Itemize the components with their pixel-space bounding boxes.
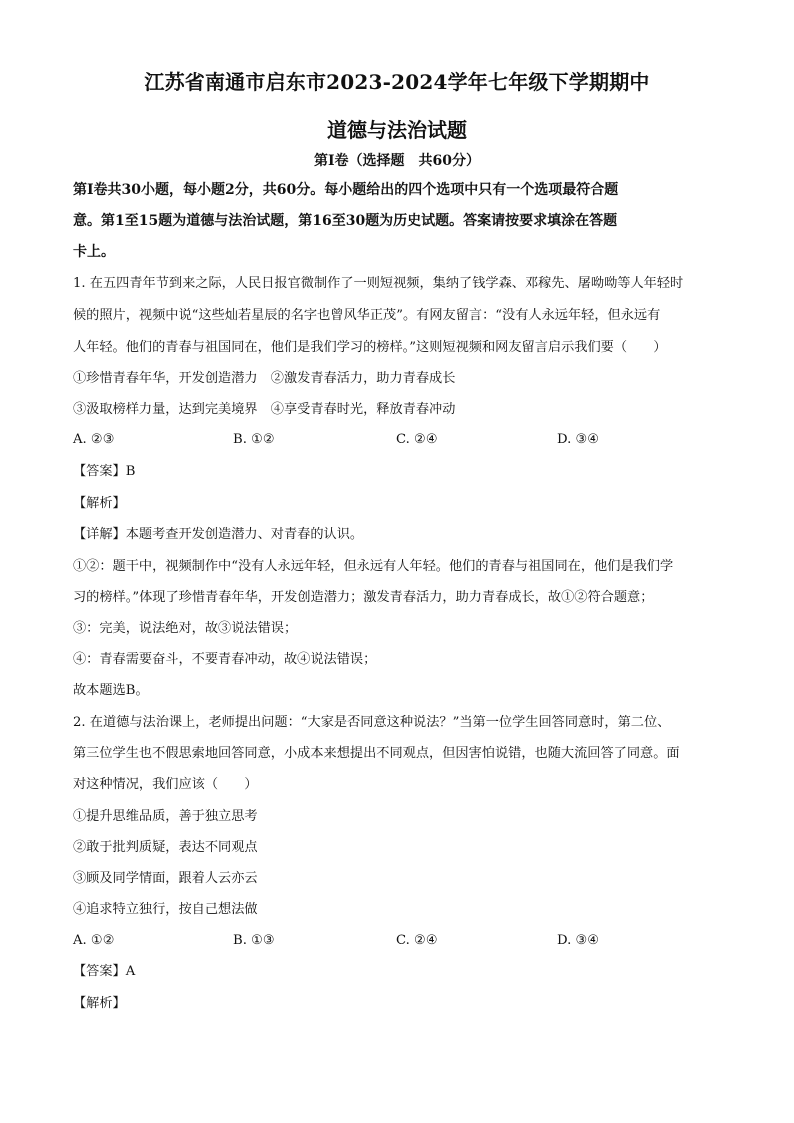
question-2-option-d: D. ③④ <box>557 933 600 948</box>
question-1-detail: ①②：题干中，视频制作中“没有人永远年轻，但永远有人年轻。他们的青春与祖国同在，他们是我们学 <box>73 559 674 574</box>
question-1-option-d: D. ③④ <box>557 432 600 447</box>
document-title: 江苏省南通市启东市2023-2024学年七年级下学期期中 <box>144 70 650 94</box>
question-1-analysis-label: 【解析】 <box>73 496 126 511</box>
question-1-stem: 候的照片，视频中说“这些灿若星辰的名字也曾风华正茂”。有网友留言：“没有人永远年轻，但永远有 <box>73 308 661 323</box>
question-2-stem: 2. 在道德与法治课上，老师提出问题：“大家是否同意这种说法？”当第一位学生回答同意时，第二位、 <box>73 715 671 730</box>
question-1-answer: 【答案】B <box>73 464 136 479</box>
question-2-statement: ④追求特立独行，按自己想法做 <box>73 902 258 917</box>
question-2-analysis-label: 【解析】 <box>73 996 126 1011</box>
question-1-detail: 【详解】本题考查开发创造潜力、对青春的认识。 <box>73 527 364 542</box>
question-1-detail: 习的榜样。”体现了珍惜青春年华，开发创造潜力；激发青春活力，助力青春成长，故①②符合题意； <box>73 590 654 605</box>
question-2-option-a: A. ①② <box>73 933 115 948</box>
instruction-line: 卡上。 <box>73 244 115 260</box>
section-heading: 第Ⅰ卷（选择题 共60分） <box>313 153 481 169</box>
question-1-statement: ①珍惜青春年华，开发创造潜力 ②激发青春活力，助力青春成长 <box>73 371 456 386</box>
question-1-detail: ④：青春需要奋斗，不要青春冲动，故④说法错误； <box>73 652 377 667</box>
question-1-option-c: C. ②④ <box>396 432 438 447</box>
question-2-statement: ①提升思维品质，善于独立思考 <box>73 809 258 824</box>
instruction-line: 意。第1至15题为道德与法治试题，第16至30题为历史试题。答案请按要求填涂在答题 <box>73 213 618 229</box>
question-1-stem: 人年轻。他们的青春与祖国同在，他们是我们学习的榜样。”这则短视频和网友留言启示我们要（ ） <box>73 340 667 355</box>
document-subtitle: 道德与法治试题 <box>327 118 467 142</box>
question-1-option-b: B. ①② <box>233 432 275 447</box>
question-2-statement: ③顾及同学情面，跟着人云亦云 <box>73 871 258 886</box>
question-1-detail: ③：完美，说法绝对，故③说法错误； <box>73 621 298 636</box>
question-2-stem: 第三位学生也不假思索地回答同意，小成本来想提出不同观点，但因害怕说错，也随大流回答了同意。面 <box>73 746 680 761</box>
question-2-option-c: C. ②④ <box>396 933 438 948</box>
question-2-statement: ②敢于批判质疑，表达不同观点 <box>73 840 258 855</box>
question-2-stem: 对这种情况，我们应该（ ） <box>73 777 258 792</box>
question-2-option-b: B. ①③ <box>233 933 275 948</box>
instruction-line: 第Ⅰ卷共30小题，每小题2分，共60分。每小题给出的四个选项中只有一个选项最符合题 <box>73 182 619 198</box>
question-1-stem: 1. 在五四青年节到来之际，人民日报官微制作了一则短视频，集纳了钱学森、邓稼先、屠呦呦等人年轻时 <box>73 276 684 291</box>
question-1-detail: 故本题选B。 <box>73 683 149 698</box>
question-1-statement: ③汲取榜样力量，达到完美境界 ④享受青春时光，释放青春冲动 <box>73 402 456 417</box>
question-2-answer: 【答案】A <box>73 964 136 979</box>
question-1-option-a: A. ②③ <box>73 432 115 447</box>
